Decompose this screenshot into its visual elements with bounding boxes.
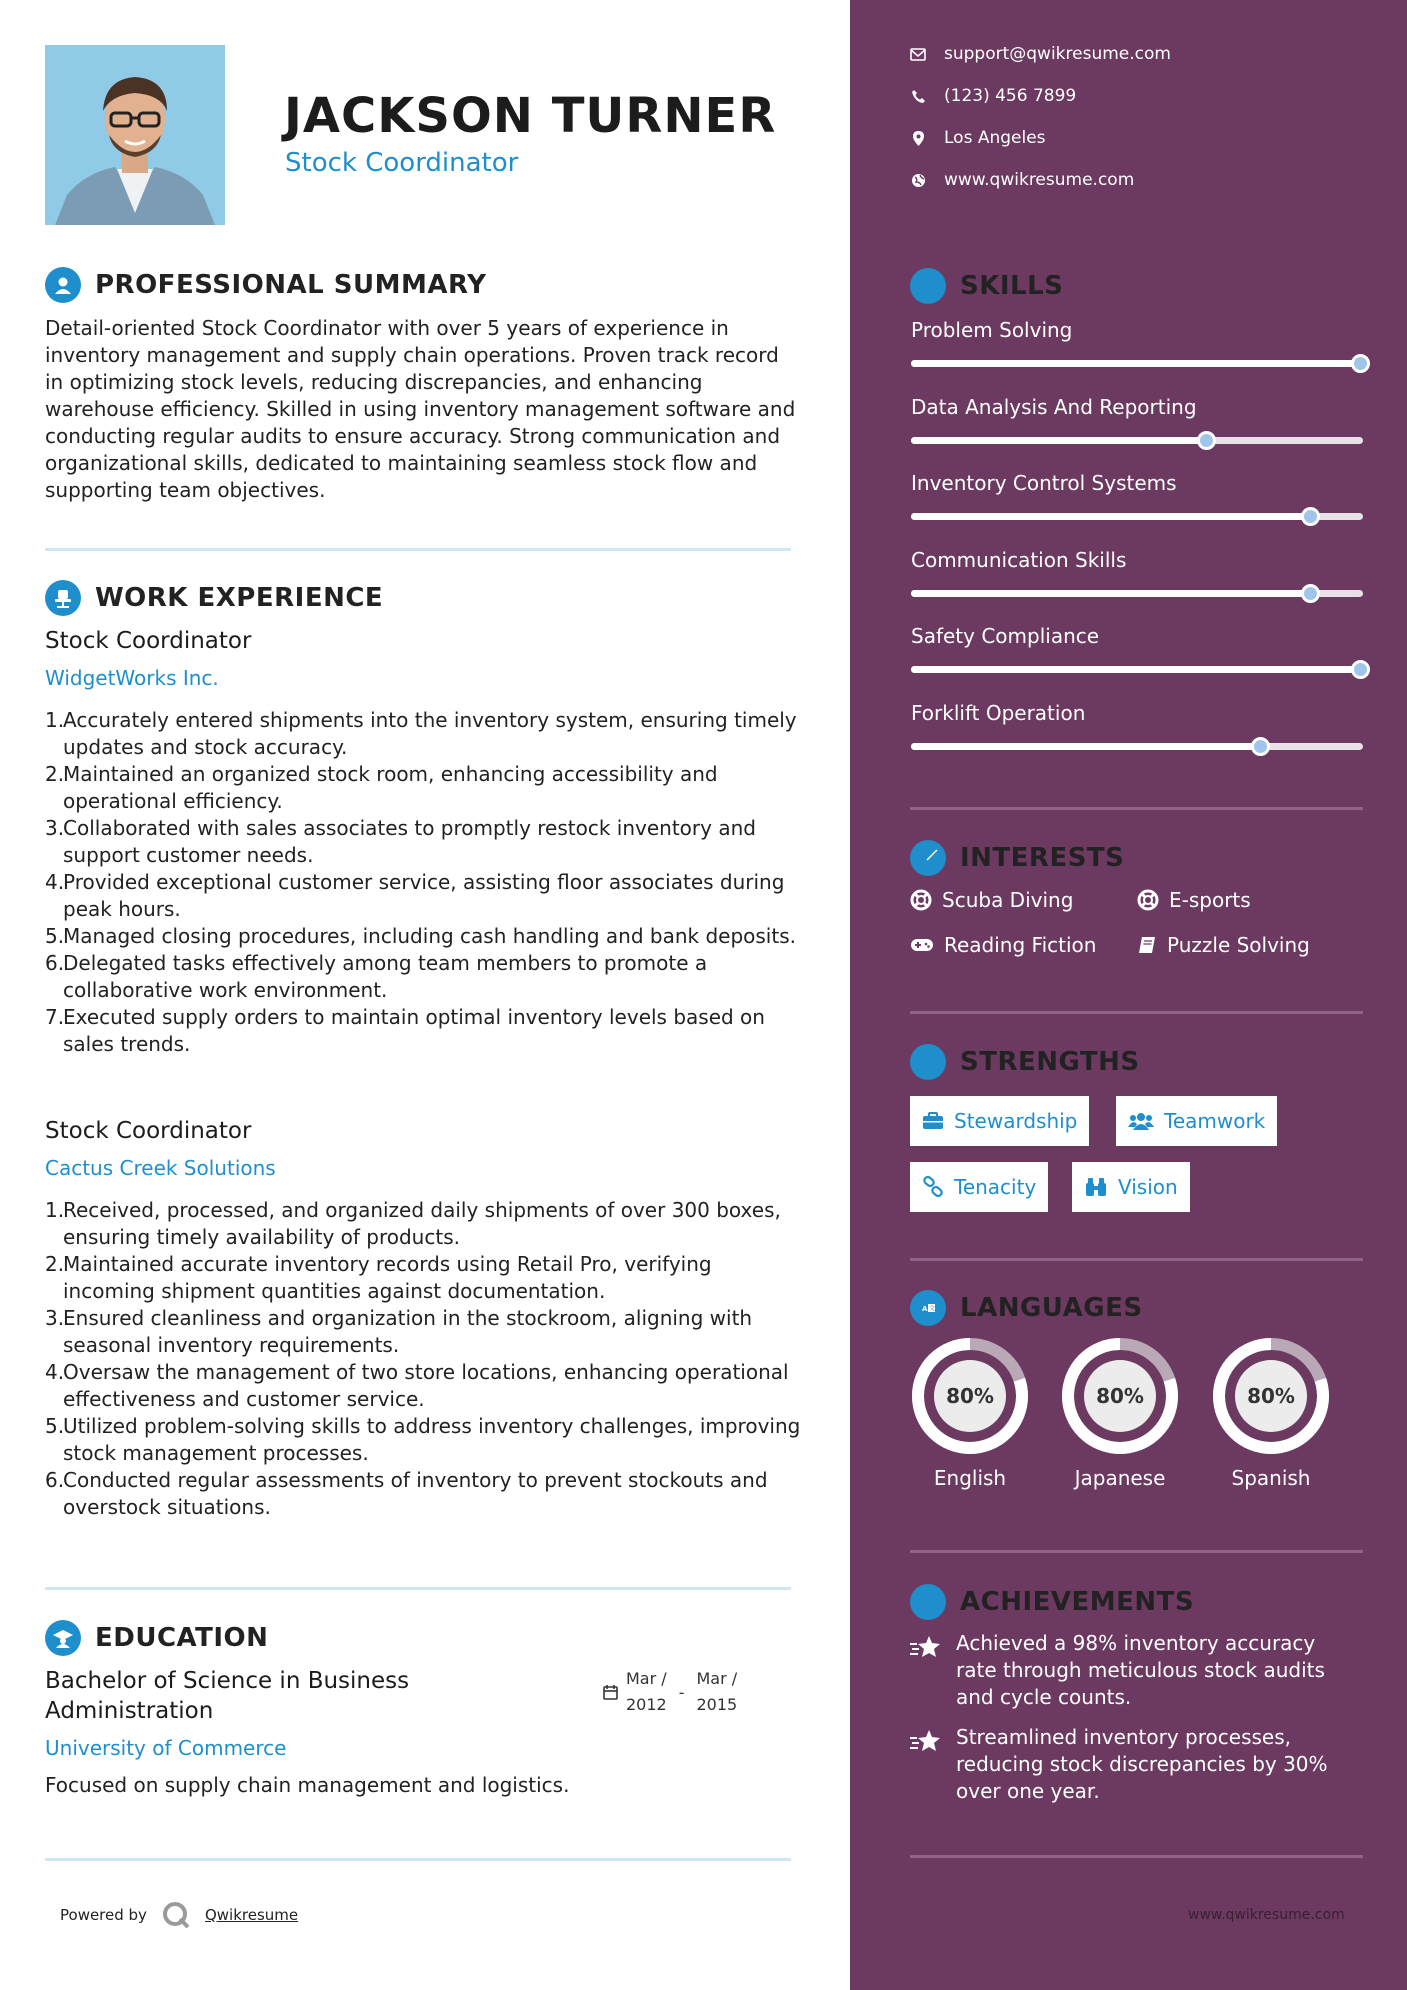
qwikresume-logo-icon — [161, 1900, 191, 1930]
contact-website[interactable]: www.qwikresume.com — [910, 170, 1134, 190]
skill-bar — [911, 666, 1363, 673]
skill-bar-fill — [911, 666, 1363, 673]
section-divider — [45, 1858, 791, 1861]
briefcase-icon — [922, 1112, 944, 1130]
strengths-heading: STRENGTHS — [910, 1044, 1140, 1080]
globe-icon — [910, 172, 926, 188]
svg-text:文: 文 — [929, 1305, 936, 1313]
list-item: 4. Oversaw the management of two store locations, enhancing operational effectiveness and customer service. — [45, 1360, 789, 1411]
powered-by: Powered by Qwikresume — [60, 1900, 298, 1930]
skill-bar-fill — [911, 743, 1264, 750]
education-date: Mar / 2012 - Mar / 2015 — [603, 1666, 737, 1718]
office-chair-icon — [45, 580, 81, 616]
skill-level-knob — [1351, 660, 1370, 679]
section-divider — [45, 548, 791, 551]
sidebar-divider — [910, 1855, 1363, 1858]
svg-text:A: A — [922, 1305, 928, 1313]
list-item: 1. Accurately entered shipments into the inventory system, ensuring timely updates and stock accuracy. — [45, 708, 797, 759]
achievement-item: Achieved a 98% inventory accuracy rate through meticulous stock audits and cycle counts. — [910, 1630, 1360, 1711]
language-percent: 80% — [1247, 1384, 1295, 1408]
lifebuoy-icon — [910, 889, 932, 911]
language-name: Spanish — [1231, 1466, 1311, 1490]
skill-label: Communication Skills — [911, 547, 1127, 572]
skill-level-knob — [1301, 584, 1320, 603]
graduate-icon — [45, 1620, 81, 1656]
skill-label: Data Analysis And Reporting — [911, 394, 1197, 419]
sidebar-divider — [910, 1550, 1363, 1553]
contact-phone[interactable]: (123) 456 7899 — [910, 86, 1076, 106]
link-icon — [922, 1176, 944, 1198]
skill-bar — [911, 513, 1363, 520]
strength-tag: Stewardship — [910, 1096, 1089, 1146]
section-divider — [45, 1587, 791, 1590]
footer-website[interactable]: www.qwikresume.com — [1188, 1907, 1345, 1923]
skill-bar — [911, 437, 1363, 444]
achievement-item: Streamlined inventory processes, reducing stock discrepancies by 30% over one year. — [910, 1724, 1360, 1805]
list-item: 6. Conducted regular assessments of inventory to prevent stockouts and overstock situations. — [45, 1468, 768, 1519]
strength-tag: Teamwork — [1116, 1096, 1277, 1146]
skill-bar-fill — [911, 360, 1363, 367]
phone-icon — [910, 88, 926, 104]
language-item — [1211, 1336, 1331, 1490]
skill-level-knob — [1251, 737, 1270, 756]
translate-icon — [910, 1290, 946, 1326]
skill-bar-fill — [911, 590, 1313, 597]
job-duties-list — [45, 1197, 805, 1521]
company-name: Cactus Creek Solutions — [45, 1156, 276, 1180]
skill-label: Forklift Operation — [911, 700, 1086, 725]
calendar-icon — [603, 1685, 618, 1700]
list-item: 5. Managed closing procedures, including cash handling and bank deposits. — [45, 924, 796, 948]
lightbulb-icon — [910, 268, 946, 304]
skill-bar-fill — [911, 513, 1313, 520]
summary-heading: PROFESSIONAL SUMMARY — [45, 267, 486, 303]
book-icon — [1137, 935, 1157, 955]
qwikresume-link[interactable]: Qwikresume — [204, 1906, 299, 1924]
interests-heading: INTERESTS — [910, 840, 1124, 876]
interest-item: Scuba Diving — [910, 888, 1073, 912]
paper-plane-icon — [910, 840, 946, 876]
language-name: Japanese — [1074, 1466, 1166, 1490]
fist-icon — [910, 1044, 946, 1080]
list-item: 5. Utilized problem-solving skills to address inventory challenges, improving stock management processes. — [45, 1414, 801, 1465]
skill-bar — [911, 590, 1363, 597]
list-item: 1. Received, processed, and organized daily shipments of over 300 boxes, ensuring timely availability of products. — [45, 1198, 781, 1249]
list-item: 2. Maintained an organized stock room, enhancing accessibility and operational efficiency. — [45, 762, 718, 813]
candidate-name: JACKSON TURNER — [284, 88, 777, 144]
user-icon — [45, 267, 81, 303]
skill-label: Problem Solving — [911, 318, 1073, 342]
language-item — [910, 1336, 1030, 1490]
lifebuoy-icon — [1137, 889, 1159, 911]
strength-tag: Tenacity — [910, 1162, 1048, 1212]
language-percent: 80% — [1096, 1384, 1144, 1408]
job-duties-list — [45, 707, 805, 1058]
interest-item: Reading Fiction — [910, 933, 1096, 957]
experience-heading: WORK EXPERIENCE — [45, 580, 383, 616]
list-item: 7. Executed supply orders to maintain optimal inventory levels based on sales trends. — [45, 1005, 765, 1056]
skill-level-knob — [1197, 431, 1216, 450]
education-heading: EDUCATION — [45, 1620, 268, 1656]
skill-level-knob — [1351, 354, 1370, 373]
job-title: Stock Coordinator — [45, 1118, 252, 1144]
interest-item: Puzzle Solving — [1137, 933, 1310, 957]
degree-title: Bachelor of Science in Business Administration — [45, 1668, 410, 1724]
skill-bar — [911, 360, 1363, 367]
company-name: WidgetWorks Inc. — [45, 666, 219, 690]
star-medal-icon — [910, 1584, 946, 1620]
users-icon — [1128, 1112, 1154, 1130]
language-ring — [1211, 1336, 1331, 1456]
skill-level-knob — [1301, 507, 1320, 526]
achievements-heading: ACHIEVEMENTS — [910, 1584, 1194, 1620]
interest-item: E-sports — [1137, 888, 1251, 912]
skill-bar-fill — [911, 437, 1209, 444]
list-item: 4. Provided exceptional customer service, assisting floor associates during peak hours. — [45, 870, 785, 921]
sidebar-divider — [910, 1011, 1363, 1014]
gamepad-icon — [910, 937, 934, 953]
summary-text: Detail-oriented Stock Coordinator with over 5 years of experience in inventory management and supply chain operations. Proven track record in optimizing stock levels, reducing discrepancies, and enhancing warehouse efficiency. Skilled in using inventory management software and conducting regular audits to ensure accuracy. Strong communication and organizational skills, dedicated to maintaining seamless stock flow and supporting team objectives. — [45, 316, 796, 502]
contact-location: Los Angeles — [910, 128, 1046, 148]
sidebar-divider — [910, 1258, 1363, 1261]
language-ring — [910, 1336, 1030, 1456]
education-description: Focused on supply chain management and logistics. — [45, 1773, 570, 1797]
school-name: University of Commerce — [45, 1736, 287, 1760]
skills-heading: SKILLS — [910, 268, 1063, 304]
language-item — [1060, 1336, 1180, 1490]
skill-label: Inventory Control Systems — [911, 471, 1177, 495]
envelope-icon — [910, 46, 926, 62]
list-item: 3. Collaborated with sales associates to promptly restock inventory and support customer needs. — [45, 816, 756, 867]
languages-heading: A 文 LANGUAGES — [910, 1290, 1143, 1326]
star-icon — [910, 1630, 944, 1711]
skill-label: Safety Compliance — [911, 624, 1100, 648]
strength-tag: Vision — [1072, 1162, 1190, 1212]
map-marker-icon — [910, 130, 926, 146]
skill-bar — [911, 743, 1363, 750]
contact-email[interactable]: support@qwikresume.com — [910, 44, 1171, 64]
star-icon — [910, 1724, 944, 1805]
language-ring — [1060, 1336, 1180, 1456]
language-name: English — [933, 1466, 1007, 1490]
list-item: 6. Delegated tasks effectively among team members to promote a collaborative work environment. — [45, 951, 708, 1002]
binoculars-icon — [1084, 1177, 1108, 1197]
language-percent: 80% — [946, 1384, 994, 1408]
sidebar-divider — [910, 807, 1363, 810]
list-item: 3. Ensured cleanliness and organization in the stockroom, aligning with seasonal inventory requirements. — [45, 1306, 753, 1357]
candidate-title: Stock Coordinator — [285, 148, 519, 178]
profile-photo — [45, 45, 225, 225]
list-item: 2. Maintained accurate inventory records using Retail Pro, verifying incoming shipment quantities against documentation. — [45, 1252, 712, 1303]
job-title: Stock Coordinator — [45, 628, 252, 654]
